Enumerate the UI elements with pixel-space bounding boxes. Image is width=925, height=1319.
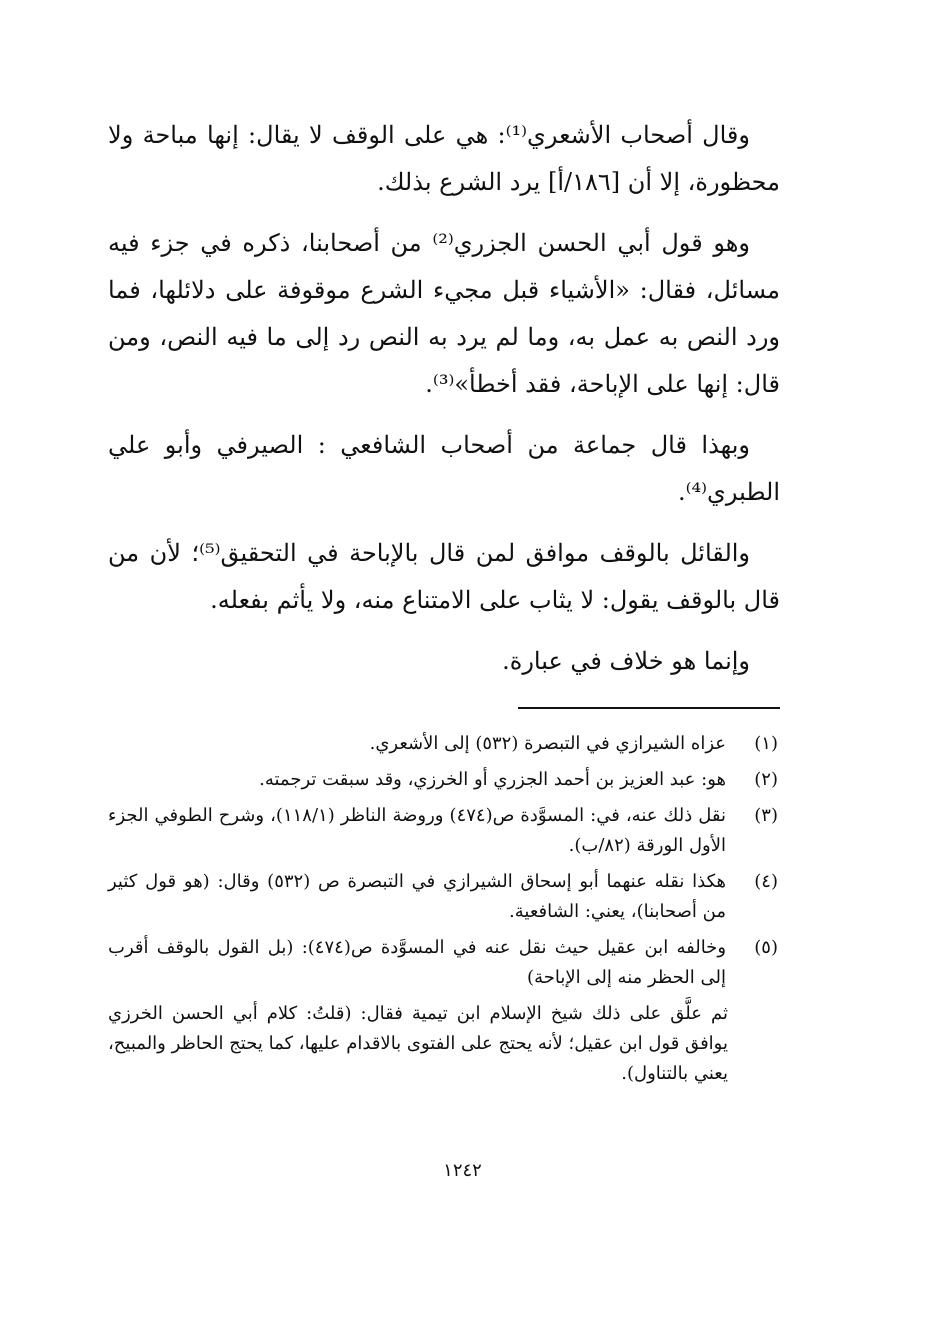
document-page: [108, 112, 780, 1089]
page-number: ١٢٤٢: [443, 1160, 482, 1181]
footnote-2: [108, 765, 780, 795]
paragraph-5: وإنما هو خلاف في عبارة.: [502, 647, 750, 675]
footnote-number: (٥): [754, 937, 778, 958]
footnote-4: [108, 867, 780, 927]
footnote-5: [108, 933, 780, 993]
footnote-number: (٤): [754, 871, 778, 892]
footnote-3: [108, 801, 780, 861]
main-text: [108, 112, 780, 685]
footnote-text: هو: عبد العزيز بن أحمد الجزري أو الخرزي، وقد سبقت ترجمته.: [259, 769, 726, 790]
footnote-number: (١): [754, 733, 778, 754]
footnote-text: وخالفه ابن عقيل حيث نقل عنه في المسوَّدة ص(٤٧٤): (بل القول بالوقف أقرب إلى الحظر منه إلى الإباحة): [108, 937, 727, 988]
footnote-text: نقل ذلك عنه، في: المسوَّدة ص(٤٧٤) وروضة الناظر (١١٨/١)، وشرح الطوفي الجزء الأول الورقة (٨٢/ب).: [108, 805, 726, 856]
paragraph-3: وبهذا قال جماعة من أصحاب الشافعي : الصيرفي وأبو علي الطبري⁽⁴⁾.: [108, 431, 780, 506]
paragraph-2: وهو قول أبي الحسن الجزري⁽²⁾ من أصحابنا، ذكره في جزء فيه مسائل، فقال: «الأشياء قبل مجيء الشرع موقوفة على دلائلها، فما ورد النص به عمل به، وما لم يرد به النص رد إلى ما فيه النص، ومن قال: إنها على الإباحة، فقد أخطأ»⁽³⁾.: [108, 229, 780, 398]
footnote-number: (٣): [754, 805, 778, 826]
footnote-separator: [518, 707, 780, 709]
footnote-5-continuation: ثم علَّق على ذلك شيخ الإسلام ابن تيمية فقال: (قلتُ: كلام أبي الحسن الخرزي يوافق قول ابن عقيل؛ لأنه يحتج على الفتوى بالاقدام عليها، كما يحتج الحاظر والمبيح، يعني بالتناول).: [108, 1003, 728, 1084]
footnote-number: (٢): [754, 769, 778, 790]
paragraph-4: والقائل بالوقف موافق لمن قال بالإباحة في التحقيق⁽⁵⁾؛ لأن من قال بالوقف يقول: لا يثاب على الامتناع منه، ولا يأثم بفعله.: [108, 539, 780, 614]
footnote-text: هكذا نقله عنهما أبو إسحاق الشيرازي في التبصرة ص (٥٣٢) وقال: (هو قول كثير من أصحابنا)، يعني: الشافعية.: [108, 871, 726, 922]
footnote-1: [108, 729, 780, 759]
paragraph-1: وقال أصحاب الأشعري⁽¹⁾: هي على الوقف لا يقال: إنها مباحة ولا محظورة، إلا أن [١٨٦/أ] يرد الشرع بذلك.: [108, 121, 780, 196]
footnotes: [108, 729, 780, 1089]
footnote-text: عزاه الشيرازي في التبصرة (٥٣٢) إلى الأشعري.: [369, 733, 726, 754]
